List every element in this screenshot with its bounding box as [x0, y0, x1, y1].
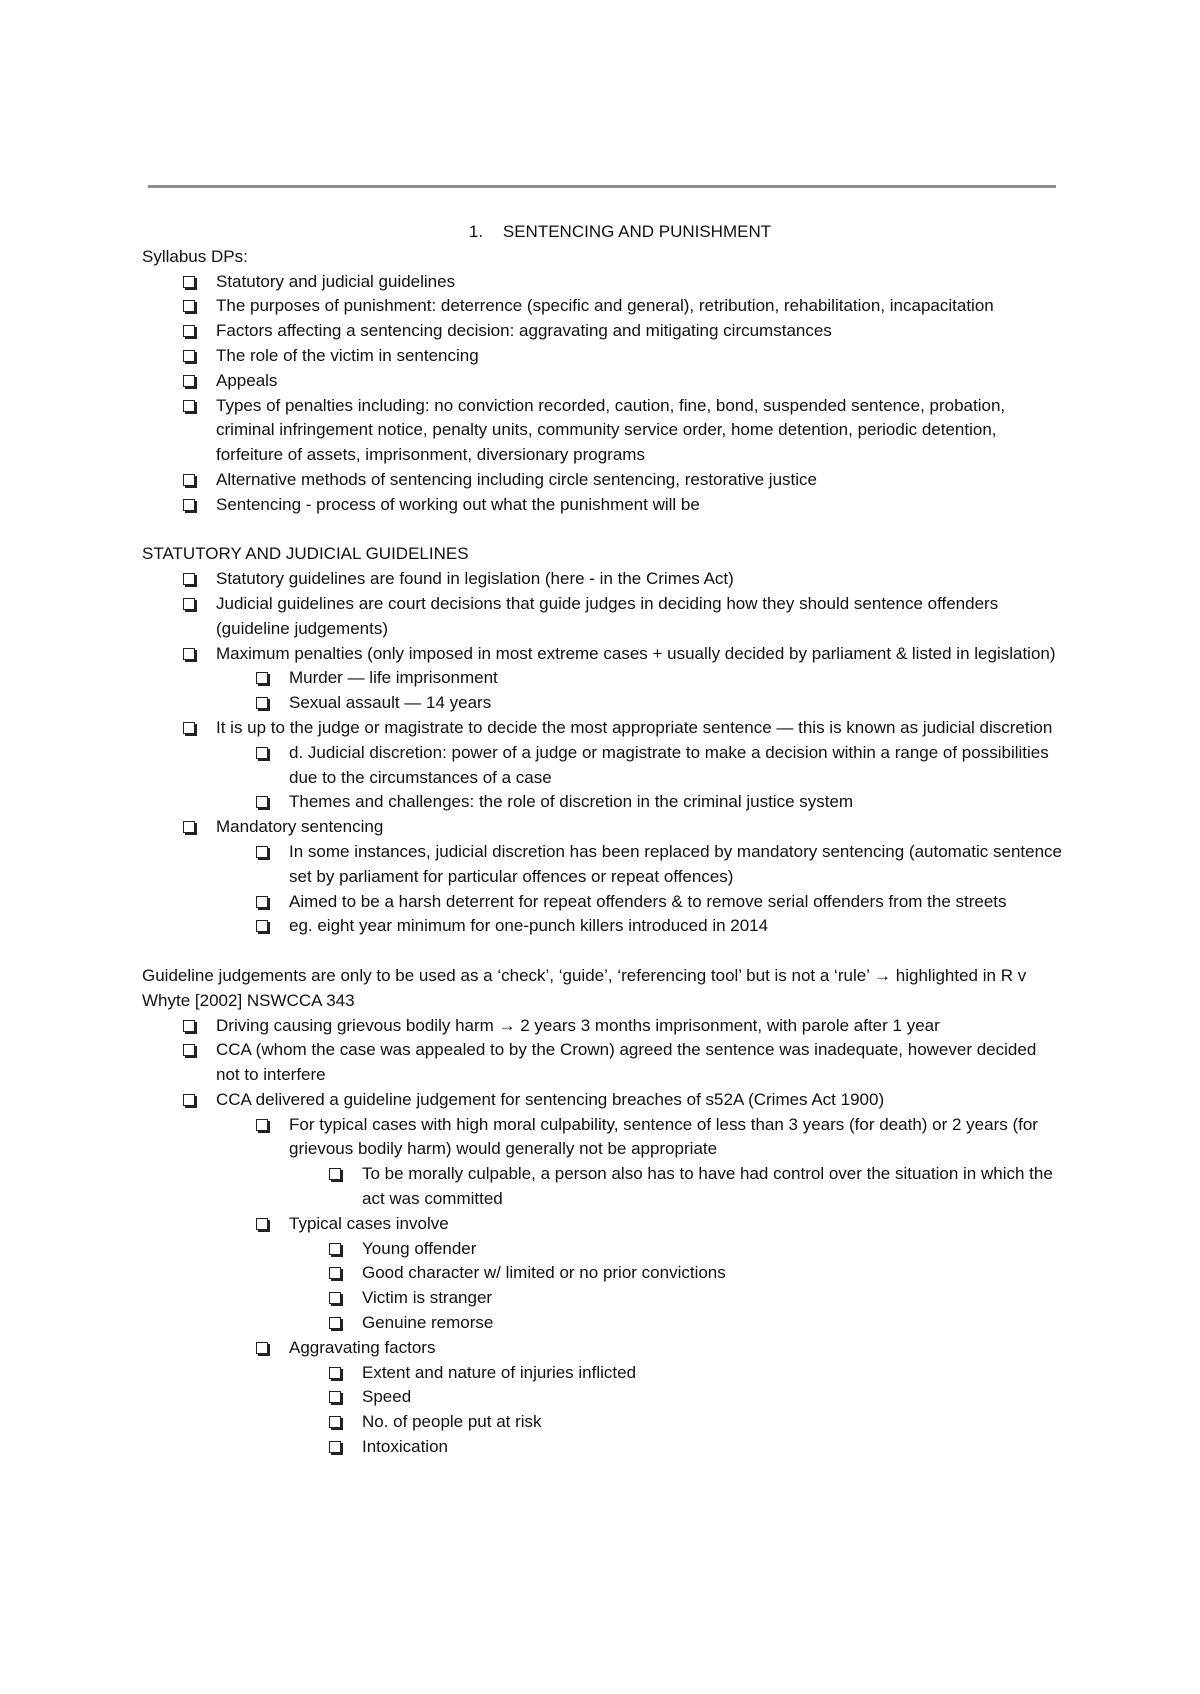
checkbox-icon — [256, 1218, 268, 1230]
list-item: d. Judicial discretion: power of a judge or magistrate to make a decision within a range of possibilities due to the circumstances of a case — [289, 741, 1062, 791]
checkbox-icon — [183, 499, 195, 511]
checkbox-icon — [256, 1342, 268, 1354]
list-item: The purposes of punishment: deterrence (specific and general), retribution, rehabilitation, incapacitation — [216, 294, 1062, 319]
involve-sublist — [289, 1237, 1062, 1336]
list-item: Mandatory sentencing In some instances, judicial discretion has been replaced by mandatory sentencing (automatic sentence set by parliament for particular offences or repeat offences) Aimed to be a harsh deterrent for repeat offenders & to remove serial offenders from the streets eg. eight year minimum for one-punch killers introduced in 2014 — [216, 815, 1062, 939]
list-item: For typical cases with high moral culpability, sentence of less than 3 years (for death) or 2 years (for grievous bodily harm) would generally not be appropriate To be morally culpable, a person also has to have had control over the situation in which the act was committed — [289, 1113, 1062, 1212]
list-item: No. of people put at risk — [362, 1410, 1062, 1435]
penalties-sublist — [216, 666, 1062, 716]
list-item: CCA delivered a guideline judgement for sentencing breaches of s52A (Crimes Act 1900) For typical cases with high moral culpability, sentence of less than 3 years (for death) or 2 years (for grievous bodily harm) would generally not be appropriate To be morally culpable, a person also has to have had control over the situation in which the act was committed Typical cases involve Young offender Good character w/ limited or no prior convictions Victim is stranger Genuine remorse Aggravating factors Extent and nature of injuries inflicted Speed No. of people put at risk Intoxication — [216, 1088, 1062, 1460]
checkbox-icon — [183, 375, 195, 387]
checkbox-icon — [329, 1441, 341, 1453]
checkbox-icon — [256, 846, 268, 858]
list-item: Appeals — [216, 369, 1062, 394]
checkbox-icon — [256, 1119, 268, 1131]
aggravating-sublist — [289, 1361, 1062, 1460]
whyte-list — [142, 1014, 1062, 1460]
checkbox-icon — [183, 474, 195, 486]
list-item: Genuine remorse — [362, 1311, 1062, 1336]
list-item: Types of penalties including: no conviction recorded, caution, fine, bond, suspended sentence, probation, criminal infringement notice, penalty units, community service order, home detention, periodic detention, forfeiture of assets, imprisonment, diversionary programs — [216, 394, 1062, 468]
document-body — [142, 220, 1062, 1460]
list-item: CCA (whom the case was appealed to by the Crown) agreed the sentence was inadequate, however decided not to interfere — [216, 1038, 1062, 1088]
list-item: Aimed to be a harsh deterrent for repeat offenders & to remove serial offenders from the streets — [289, 890, 1062, 915]
spacer — [142, 939, 1062, 964]
checkbox-icon — [256, 920, 268, 932]
list-item: Sentencing - process of working out what the punishment will be — [216, 493, 1062, 518]
checkbox-icon — [183, 350, 195, 362]
list-item: Typical cases involve Young offender Good character w/ limited or no prior convictions Victim is stranger Genuine remorse — [289, 1212, 1062, 1336]
list-item: Extent and nature of injuries inflicted — [362, 1361, 1062, 1386]
list-item: Victim is stranger — [362, 1286, 1062, 1311]
cca-sublist — [216, 1113, 1062, 1460]
list-item: The role of the victim in sentencing — [216, 344, 1062, 369]
guidelines-list — [142, 567, 1062, 939]
checkbox-icon — [256, 697, 268, 709]
checkbox-icon — [183, 276, 195, 288]
checkbox-icon — [183, 722, 195, 734]
syllabus-heading: Syllabus DPs: — [142, 246, 248, 266]
checkbox-icon — [183, 648, 195, 660]
checkbox-icon — [329, 1317, 341, 1329]
whyte-intro: Guideline judgements are only to be used as a ‘check’, ‘guide’, ‘referencing tool’ but is not a ‘rule’ → highlighted in R v Whyte [2002] NSWCCA 343 — [142, 965, 1027, 1010]
checkbox-icon — [329, 1391, 341, 1403]
checkbox-icon — [256, 672, 268, 684]
list-item: eg. eight year minimum for one-punch killers introduced in 2014 — [289, 914, 1062, 939]
list-item: Murder — life imprisonment — [289, 666, 1062, 691]
checkbox-icon — [183, 821, 195, 833]
list-item: Maximum penalties (only imposed in most extreme cases + usually decided by parliament & listed in legislation) Murder — life imprisonment Sexual assault — 14 years — [216, 642, 1062, 716]
checkbox-icon — [183, 1094, 195, 1106]
checkbox-icon — [183, 598, 195, 610]
checkbox-icon — [329, 1292, 341, 1304]
checkbox-icon — [183, 325, 195, 337]
list-item: Statutory and judicial guidelines — [216, 270, 1062, 295]
checkbox-icon — [256, 747, 268, 759]
list-item: Alternative methods of sentencing including circle sentencing, restorative justice — [216, 468, 1062, 493]
list-item: Intoxication — [362, 1435, 1062, 1460]
list-item: In some instances, judicial discretion has been replaced by mandatory sentencing (automatic sentence set by parliament for particular offences or repeat offences) — [289, 840, 1062, 890]
checkbox-icon — [329, 1416, 341, 1428]
checkbox-icon — [329, 1243, 341, 1255]
list-item: Judicial guidelines are court decisions that guide judges in deciding how they should sentence offenders (guideline judgements) — [216, 592, 1062, 642]
list-item: Young offender — [362, 1237, 1062, 1262]
syllabus-list — [142, 270, 1062, 518]
title-number: 1. — [468, 222, 484, 241]
culpability-sublist — [289, 1162, 1062, 1212]
list-item: Sexual assault — 14 years — [289, 691, 1062, 716]
list-item: Speed — [362, 1385, 1062, 1410]
checkbox-icon — [256, 896, 268, 908]
checkbox-icon — [183, 1020, 195, 1032]
header-rule — [148, 185, 1056, 188]
checkbox-icon — [183, 400, 195, 412]
title-text: SENTENCING AND PUNISHMENT — [502, 222, 772, 241]
list-item: It is up to the judge or magistrate to decide the most appropriate sentence — this is known as judicial discretion d. Judicial discretion: power of a judge or magistrate to make a decision within a range of possibilities due to the circumstances of a case Themes and challenges: the role of discretion in the criminal justice system — [216, 716, 1062, 815]
checkbox-icon — [183, 300, 195, 312]
list-item: Factors affecting a sentencing decision: aggravating and mitigating circumstances — [216, 319, 1062, 344]
list-item: Good character w/ limited or no prior convictions — [362, 1261, 1062, 1286]
checkbox-icon — [183, 573, 195, 585]
checkbox-icon — [256, 796, 268, 808]
checkbox-icon — [329, 1168, 341, 1180]
list-item: Driving causing grievous bodily harm → 2 years 3 months imprisonment, with parole after 1 year — [216, 1014, 1062, 1039]
list-item: Aggravating factors Extent and nature of injuries inflicted Speed No. of people put at risk Intoxication — [289, 1336, 1062, 1460]
list-item: Statutory guidelines are found in legislation (here - in the Crimes Act) — [216, 567, 1062, 592]
guidelines-heading: STATUTORY AND JUDICIAL GUIDELINES — [142, 544, 469, 564]
checkbox-icon — [183, 1044, 195, 1056]
mandatory-sublist — [216, 840, 1062, 939]
checkbox-icon — [329, 1267, 341, 1279]
spacer — [142, 518, 1062, 543]
list-item: Themes and challenges: the role of discretion in the criminal justice system — [289, 790, 1062, 815]
list-item: To be morally culpable, a person also has to have had control over the situation in which the act was committed — [362, 1162, 1062, 1212]
checkbox-icon — [329, 1367, 341, 1379]
page-title — [142, 220, 1062, 245]
discretion-sublist — [216, 741, 1062, 815]
